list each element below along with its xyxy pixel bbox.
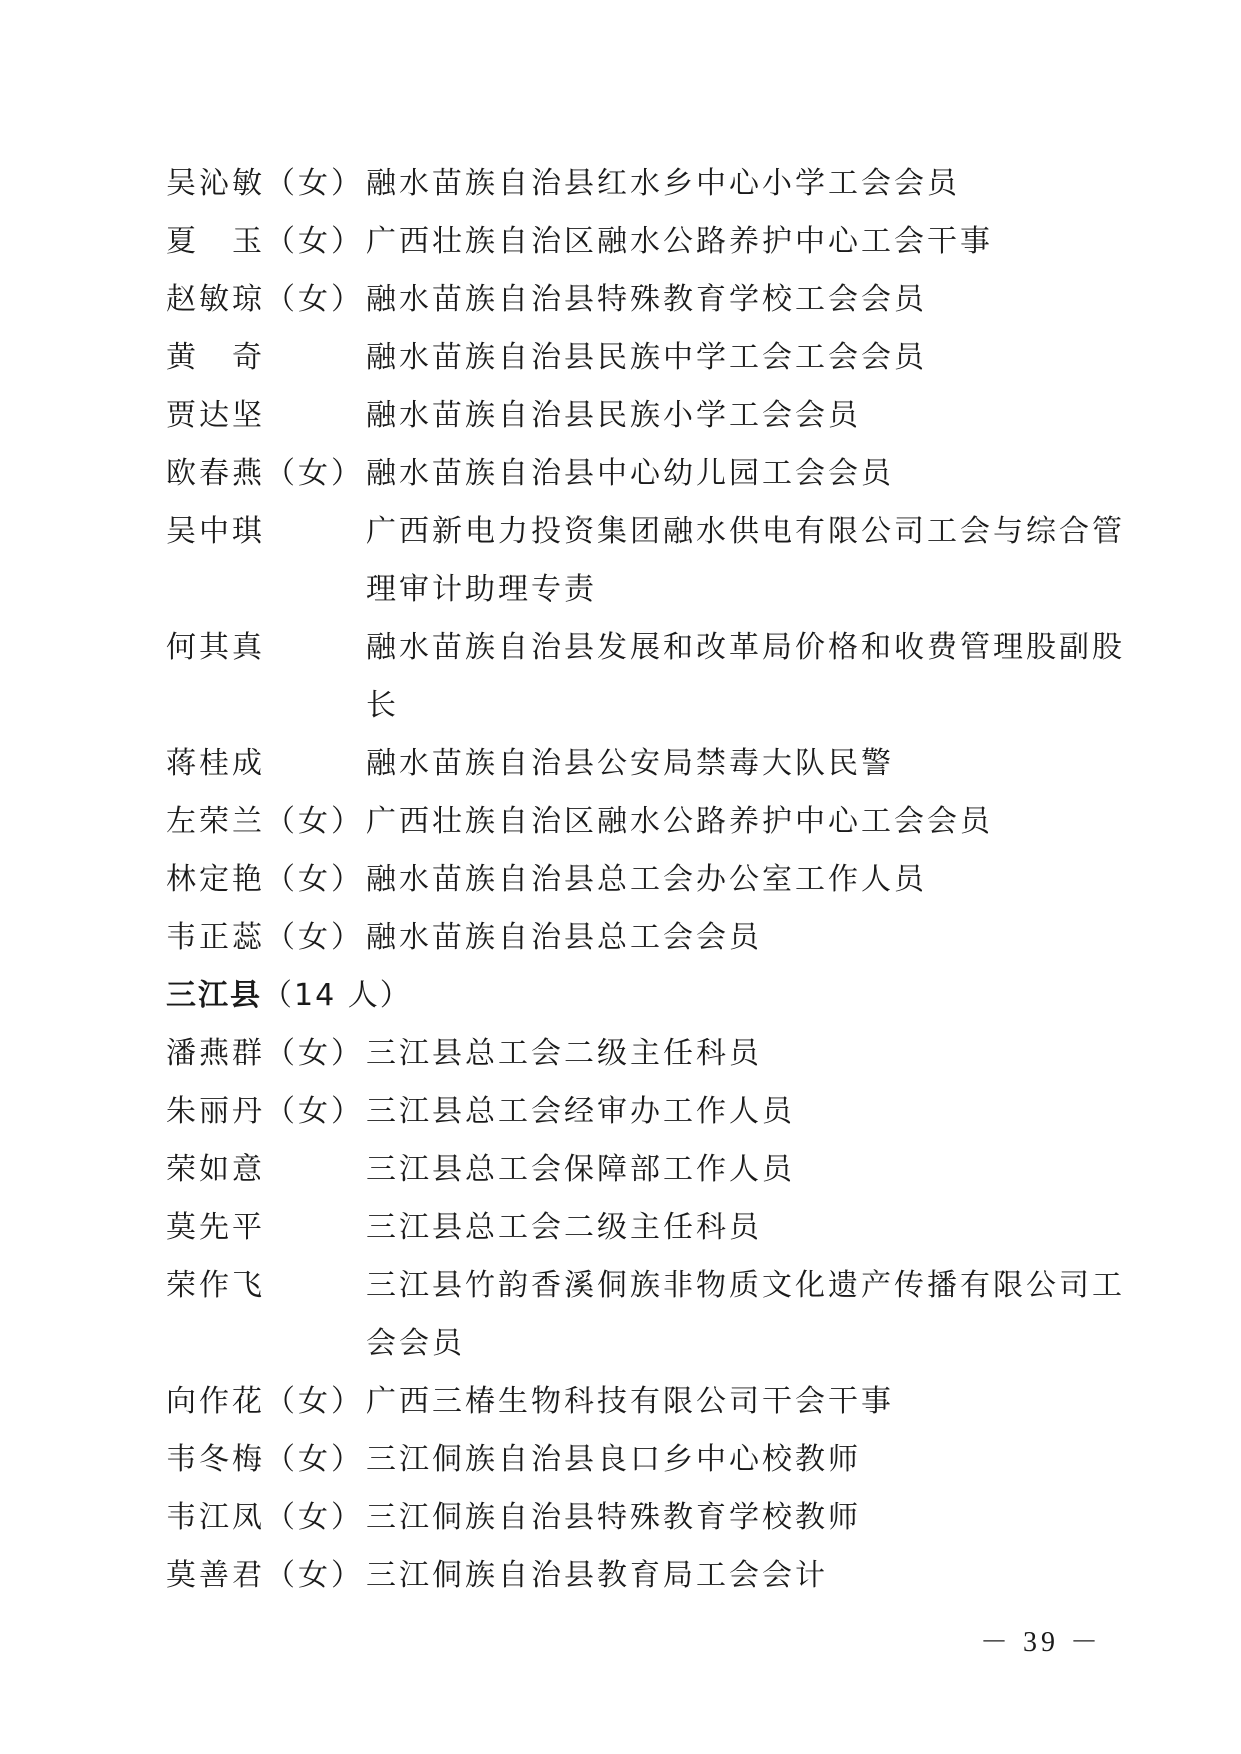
list-item: [166, 1431, 1126, 1489]
list-item: [166, 1547, 1126, 1605]
member-name: 黄 奇: [166, 340, 265, 375]
member-name: 韦江凤（女）: [166, 1500, 364, 1535]
list-item: [166, 1083, 1126, 1141]
member-name: 林定艳（女）: [166, 862, 364, 897]
member-position: 三江侗族自治县良口乡中心校教师: [366, 1442, 861, 1477]
member-position: 融水苗族自治县总工会会员: [366, 920, 762, 955]
member-position: 广西三椿生物科技有限公司干会干事: [366, 1384, 894, 1419]
member-name: 莫先平: [166, 1210, 265, 1245]
member-position: 融水苗族自治县发展和改革局价格和收费管理股副股长: [366, 630, 1125, 723]
member-name: 莫善君（女）: [166, 1558, 364, 1593]
member-name: 何其真: [166, 630, 265, 665]
member-position: 三江县总工会二级主任科员: [366, 1036, 762, 1071]
list-item: [166, 1257, 1126, 1373]
member-name: 韦冬梅（女）: [166, 1442, 364, 1477]
list-item: [166, 445, 1126, 503]
list-item: [166, 619, 1126, 735]
member-name: 朱丽丹（女）: [166, 1094, 364, 1129]
member-list: [166, 155, 1126, 1605]
list-item: [166, 909, 1126, 967]
member-position: 广西壮族自治区融水公路养护中心工会干事: [366, 224, 993, 259]
section-heading: [166, 967, 1126, 1025]
list-item: [166, 793, 1126, 851]
member-name: 夏 玉（女）: [166, 224, 364, 259]
member-position: 融水苗族自治县特殊教育学校工会会员: [366, 282, 927, 317]
member-position: 广西壮族自治区融水公路养护中心工会会员: [366, 804, 993, 839]
member-name: 欧春燕（女）: [166, 456, 364, 491]
member-position: 融水苗族自治县总工会办公室工作人员: [366, 862, 927, 897]
section-count: （14 人）: [262, 978, 412, 1013]
member-name: 韦正蕊（女）: [166, 920, 364, 955]
member-position: 融水苗族自治县民族小学工会会员: [366, 398, 861, 433]
page-number: － 39 －: [980, 1627, 1103, 1658]
list-item: [166, 213, 1126, 271]
member-name: 吴沁敏（女）: [166, 166, 364, 201]
member-name: 吴中琪: [166, 514, 265, 549]
member-name: 向作花（女）: [166, 1384, 364, 1419]
list-item: [166, 271, 1126, 329]
member-name: 贾达坚: [166, 398, 265, 433]
member-name: 赵敏琼（女）: [166, 282, 364, 317]
member-position: 融水苗族自治县民族中学工会工会会员: [366, 340, 927, 375]
list-item: [166, 1141, 1126, 1199]
list-item: [166, 1025, 1126, 1083]
list-item: [166, 503, 1126, 619]
list-item: [166, 1373, 1126, 1431]
list-item: [166, 387, 1126, 445]
member-name: 荣如意: [166, 1152, 265, 1187]
member-position: 三江县竹韵香溪侗族非物质文化遗产传播有限公司工会会员: [366, 1268, 1125, 1361]
member-name: 蒋桂成: [166, 746, 265, 781]
member-position: 广西新电力投资集团融水供电有限公司工会与综合管理审计助理专责: [366, 514, 1125, 607]
section-title: 三江县: [166, 978, 262, 1013]
member-position: 融水苗族自治县中心幼儿园工会会员: [366, 456, 894, 491]
list-item: [166, 1489, 1126, 1547]
member-position: 三江侗族自治县特殊教育学校教师: [366, 1500, 861, 1535]
member-name: 荣作飞: [166, 1268, 265, 1303]
list-item: [166, 329, 1126, 387]
member-position: 三江侗族自治县教育局工会会计: [366, 1558, 828, 1593]
member-position: 融水苗族自治县公安局禁毒大队民警: [366, 746, 894, 781]
member-name: 左荣兰（女）: [166, 804, 364, 839]
member-position: 三江县总工会保障部工作人员: [366, 1152, 795, 1187]
list-item: [166, 155, 1126, 213]
member-position: 融水苗族自治县红水乡中心小学工会会员: [366, 166, 960, 201]
member-position: 三江县总工会经审办工作人员: [366, 1094, 795, 1129]
list-item: [166, 1199, 1126, 1257]
list-item: [166, 851, 1126, 909]
list-item: [166, 735, 1126, 793]
member-name: 潘燕群（女）: [166, 1036, 364, 1071]
member-position: 三江县总工会二级主任科员: [366, 1210, 762, 1245]
